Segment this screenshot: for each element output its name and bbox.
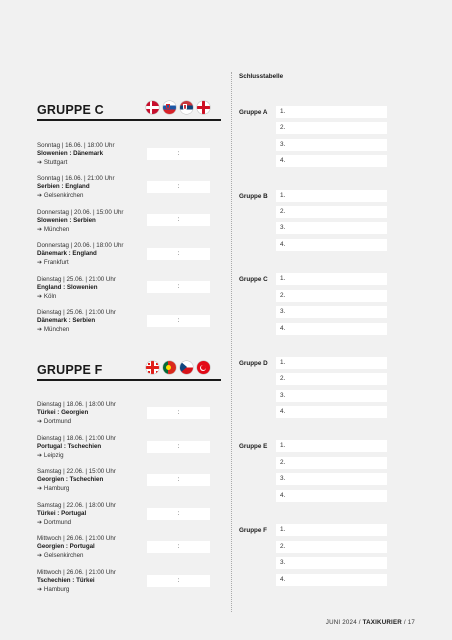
match-meta: Sonntag | 16.06. | 18:00 Uhr [37, 142, 115, 149]
standings-group-b-label: Gruppe B [239, 193, 268, 200]
standings-row[interactable]: 4. [276, 323, 387, 335]
match-meta: Samstag | 22.06. | 15:00 Uhr [37, 468, 116, 475]
standings-row[interactable]: 2. [276, 457, 387, 469]
standings-row[interactable]: 3. [276, 306, 387, 318]
match-teams: Tschechien : Türkei [37, 577, 95, 585]
match-city: ➔ Hamburg [37, 484, 70, 492]
standings-row[interactable]: 3. [276, 139, 387, 151]
standings-row[interactable]: 4. [276, 239, 387, 251]
match-city: ➔ Köln [37, 292, 57, 300]
match-meta: Dienstag | 18.06. | 21:00 Uhr [37, 435, 116, 442]
footer-issue: JUNI 2024 / [325, 619, 361, 626]
standings-row[interactable]: 1. [276, 357, 387, 369]
match-meta: Samstag | 22.06. | 18:00 Uhr [37, 502, 116, 509]
match-teams: Türkei : Portugal [37, 510, 87, 518]
england-flag-icon [197, 101, 210, 114]
match-teams: Georgien : Portugal [37, 543, 95, 551]
score-input[interactable]: : [147, 214, 210, 226]
standings-group-d-label: Gruppe D [239, 360, 268, 367]
group-f-flags [146, 361, 210, 374]
group-c-title: GRUPPE C [37, 103, 104, 117]
serbia-flag-icon [180, 101, 193, 114]
group-f-rule [37, 379, 221, 381]
standings-row[interactable]: 2. [276, 290, 387, 302]
standings-row[interactable]: 3. [276, 473, 387, 485]
match-teams: Portugal : Tschechien [37, 443, 102, 451]
standings-row[interactable]: 2. [276, 206, 387, 218]
score-input[interactable]: : [147, 248, 210, 260]
match-meta: Dienstag | 25.06. | 21:00 Uhr [37, 309, 116, 316]
match-city: ➔ Dortmund [37, 518, 72, 526]
group-c-flags [146, 101, 210, 114]
standings-row[interactable]: 4. [276, 490, 387, 502]
match-meta: Dienstag | 18.06. | 18:00 Uhr [37, 401, 116, 408]
score-input[interactable]: : [147, 181, 210, 193]
score-input[interactable]: : [147, 315, 210, 327]
standings-row[interactable]: 1. [276, 440, 387, 452]
standings-group-c-label: Gruppe C [239, 276, 268, 283]
turkey-flag-icon [197, 361, 210, 374]
match-meta: Sonntag | 16.06. | 21:00 Uhr [37, 175, 115, 182]
match-city: ➔ Dortmund [37, 417, 72, 425]
group-c-rule [37, 119, 221, 121]
score-input[interactable]: : [147, 407, 210, 419]
match-city: ➔ Gelsenkirchen [37, 551, 84, 559]
score-input[interactable]: : [147, 474, 210, 486]
standings-row[interactable]: 3. [276, 390, 387, 402]
standings-row[interactable]: 2. [276, 541, 387, 553]
match-meta: Mittwoch | 26.06. | 21:00 Uhr [37, 569, 116, 576]
standings-group-f-label: Gruppe F [239, 527, 267, 534]
match-meta: Donnerstag | 20.06. | 15:00 Uhr [37, 209, 124, 216]
match-teams: Georgien : Tschechien [37, 476, 104, 484]
standings-row[interactable]: 1. [276, 190, 387, 202]
match-teams: Dänemark : Serbien [37, 317, 96, 325]
standings-row[interactable]: 3. [276, 557, 387, 569]
standings-row[interactable]: 2. [276, 122, 387, 134]
match-teams: Serbien : England [37, 183, 90, 191]
standings-row[interactable]: 1. [276, 273, 387, 285]
match-city: ➔ Stuttgart [37, 158, 68, 166]
portugal-flag-icon [163, 361, 176, 374]
match-teams: England : Slowenien [37, 284, 98, 292]
denmark-flag-icon [146, 101, 159, 114]
standings-row[interactable]: 4. [276, 155, 387, 167]
match-meta: Dienstag | 25.06. | 21:00 Uhr [37, 276, 116, 283]
standings-group-e-label: Gruppe E [239, 443, 268, 450]
standings-title: Schlusstabelle [239, 73, 284, 80]
column-divider [231, 72, 232, 612]
score-input[interactable]: : [147, 281, 210, 293]
standings-row[interactable]: 4. [276, 574, 387, 586]
match-teams: Türkei : Georgien [37, 409, 89, 417]
match-teams: Dänemark : England [37, 250, 97, 258]
match-city: ➔ Gelsenkirchen [37, 191, 84, 199]
match-city: ➔ Leipzig [37, 451, 64, 459]
score-input[interactable]: : [147, 575, 210, 587]
match-city: ➔ München [37, 325, 70, 333]
score-input[interactable]: : [147, 508, 210, 520]
standings-row[interactable]: 1. [276, 524, 387, 536]
match-city: ➔ Frankfurt [37, 258, 69, 266]
match-teams: Slowenien : Dänemark [37, 150, 104, 158]
group-f-title: GRUPPE F [37, 363, 103, 377]
match-teams: Slowenien : Serbien [37, 217, 96, 225]
match-city: ➔ Hamburg [37, 585, 70, 593]
slovenia-flag-icon [163, 101, 176, 114]
match-meta: Mittwoch | 26.06. | 21:00 Uhr [37, 535, 116, 542]
georgia-flag-icon [146, 361, 159, 374]
match-city: ➔ München [37, 225, 70, 233]
standings-group-a-label: Gruppe A [239, 109, 268, 116]
standings-row[interactable]: 2. [276, 373, 387, 385]
standings-row[interactable]: 1. [276, 106, 387, 118]
standings-row[interactable]: 3. [276, 222, 387, 234]
match-meta: Donnerstag | 20.06. | 18:00 Uhr [37, 242, 124, 249]
footer-magazine: TAXIKURIER [362, 619, 402, 626]
page-footer [326, 619, 415, 626]
czechia-flag-icon [180, 361, 193, 374]
score-input[interactable]: : [147, 148, 210, 160]
score-input[interactable]: : [147, 441, 210, 453]
standings-row[interactable]: 4. [276, 406, 387, 418]
score-input[interactable]: : [147, 541, 210, 553]
footer-page-number: / 17 [403, 619, 415, 626]
